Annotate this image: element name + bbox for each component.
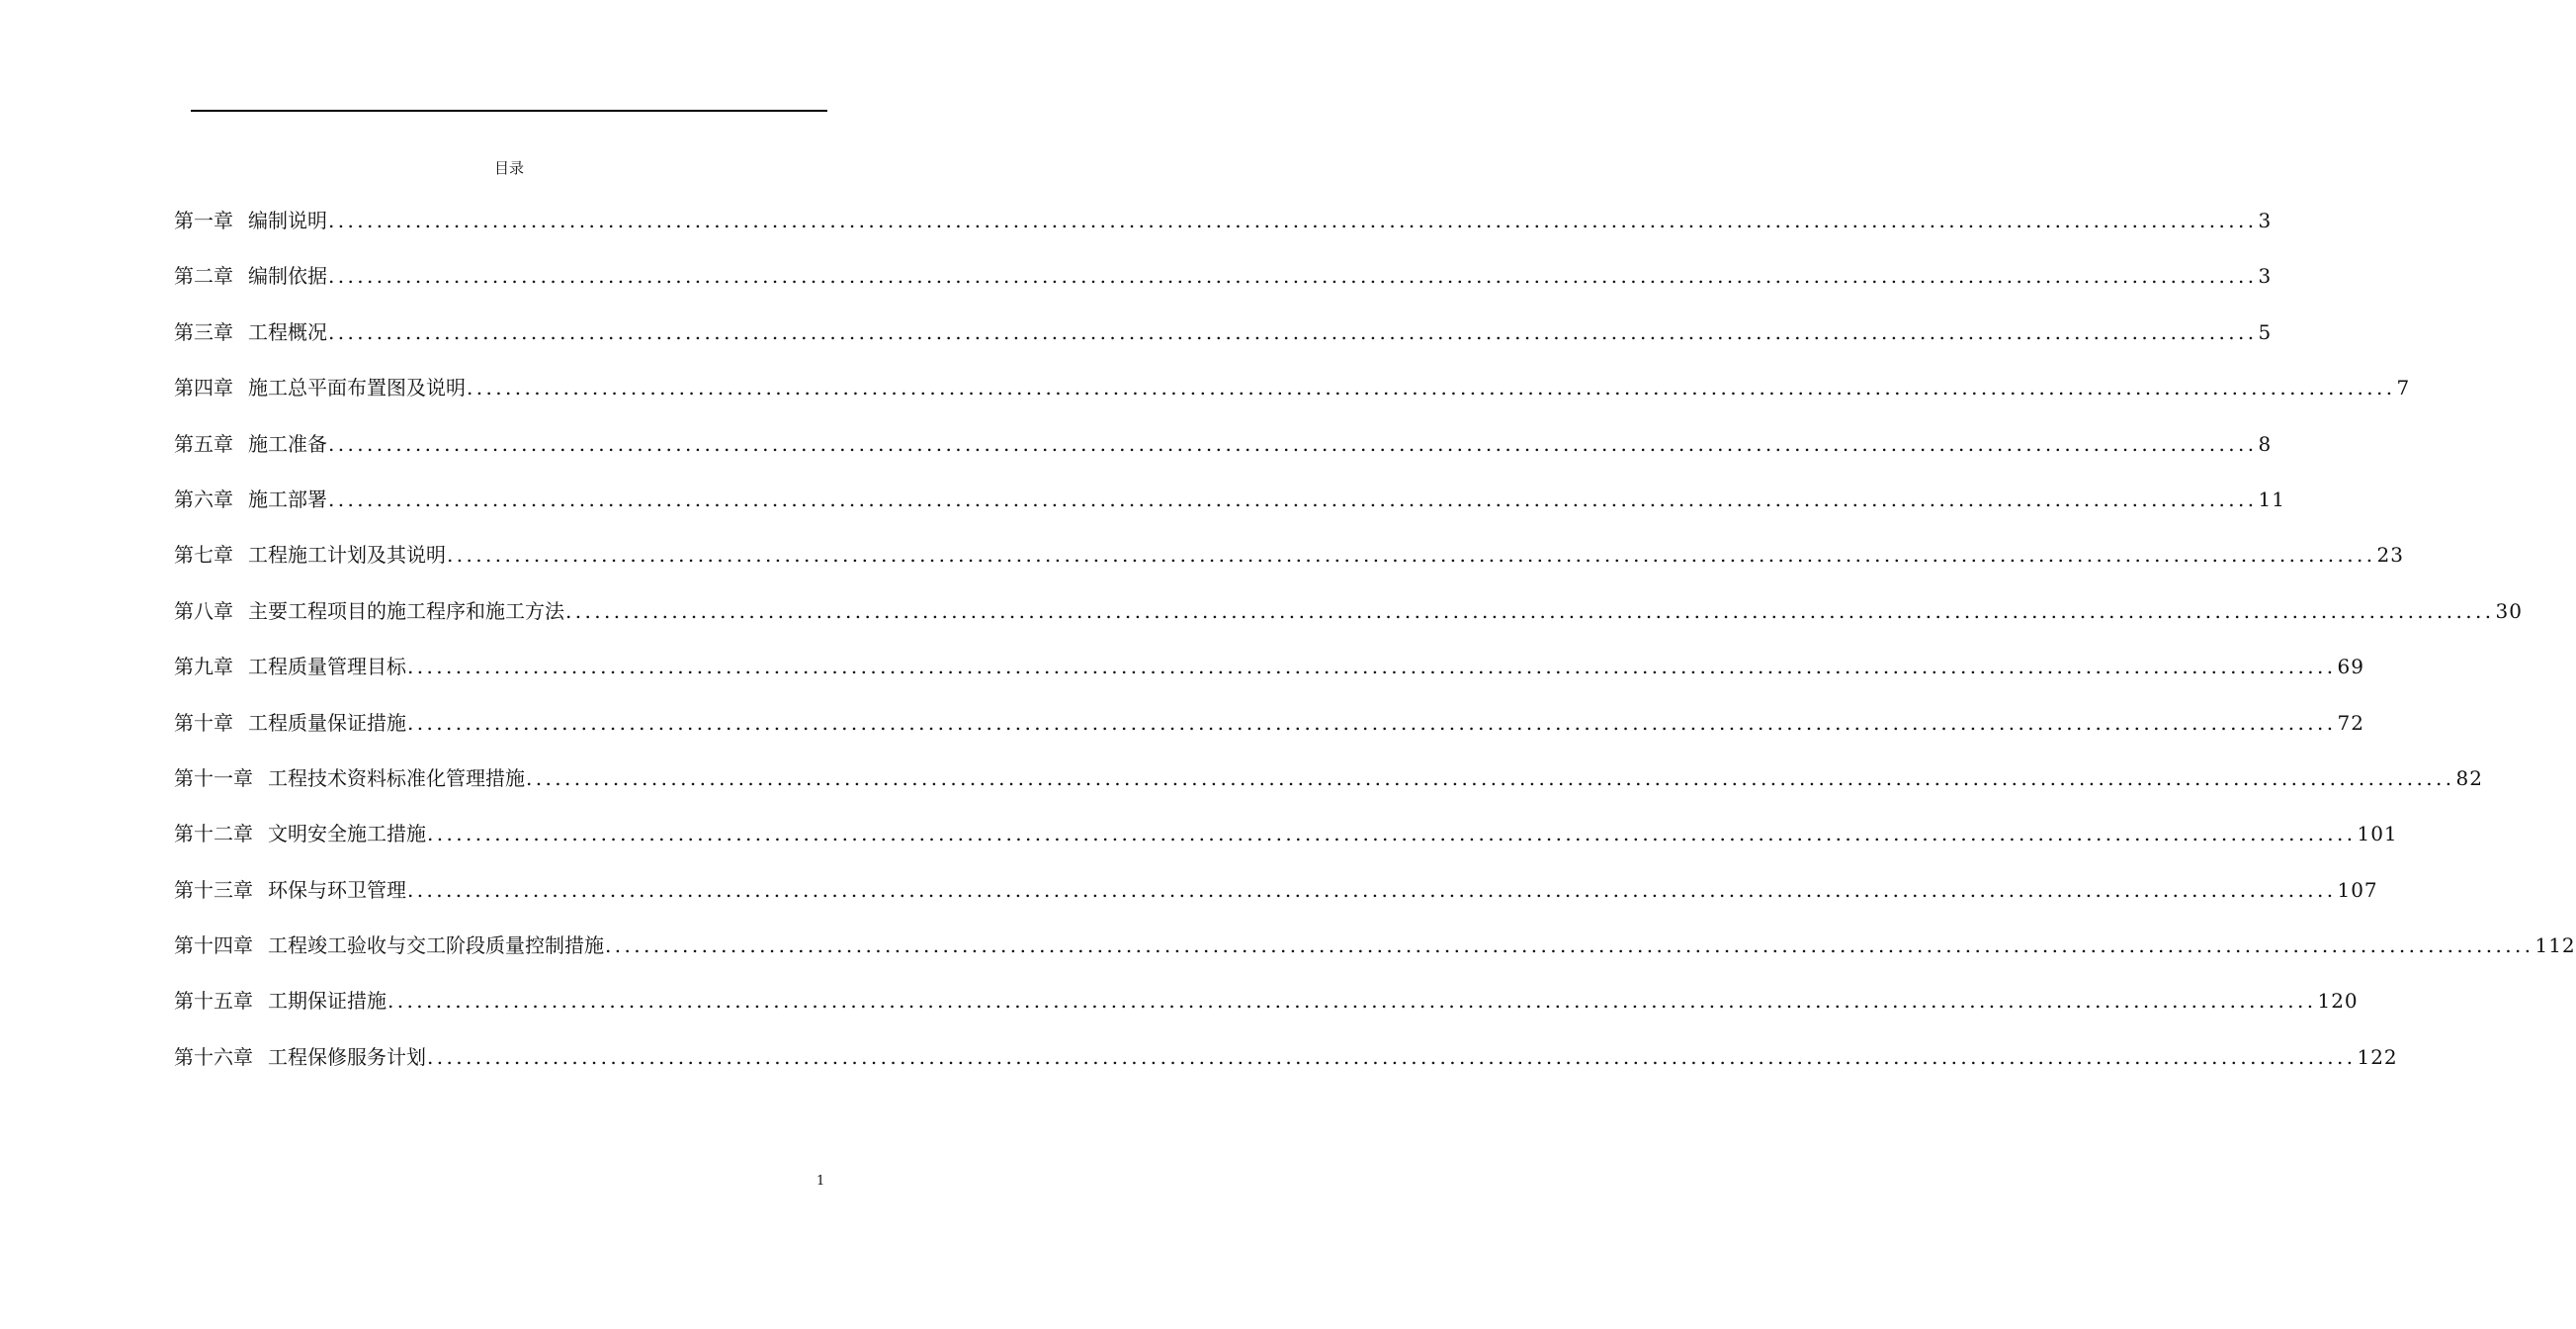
- toc-entry-title: 主要工程项目的施工程序和施工方法: [248, 598, 564, 623]
- toc-entry[interactable]: [174, 205, 2273, 260]
- toc-dot-leader: ........................................................................................................................................................................................................: [467, 376, 2396, 400]
- toc-entry-title: 工程技术资料标准化管理措施: [268, 765, 525, 790]
- toc-page-number: 101: [2357, 822, 2398, 846]
- page-number: 1: [816, 1174, 825, 1189]
- toc-entry[interactable]: [174, 818, 2398, 873]
- toc-entry[interactable]: [174, 1041, 2398, 1097]
- toc-entry[interactable]: [174, 539, 2404, 594]
- toc-chapter-label: 第十章: [174, 710, 233, 735]
- toc-entry-title: 工程施工计划及其说明: [248, 543, 446, 568]
- toc-chapter-label: 第十五章: [174, 989, 253, 1014]
- toc-dot-leader: ........................................................................................................................................................................................................: [407, 655, 2337, 679]
- toc-entry-title: 工程质量管理目标: [248, 655, 406, 679]
- header-rule: [191, 110, 827, 112]
- toc-dot-leader: ........................................................................................................................................................................................................: [427, 822, 2357, 846]
- toc-page-number: 72: [2337, 710, 2364, 735]
- toc-chapter-label: 第十二章: [174, 822, 253, 846]
- toc-dot-leader: ........................................................................................................................................................................................................: [447, 543, 2376, 568]
- toc-page-number: 23: [2376, 543, 2404, 568]
- toc-entry-title: 施工部署: [248, 487, 327, 511]
- toc-entry-title: 工程质量保证措施: [248, 710, 406, 735]
- toc-entry[interactable]: [174, 428, 2273, 484]
- toc-entry[interactable]: [174, 874, 2378, 930]
- toc-entry-title: 工期保证措施: [268, 989, 386, 1014]
- toc-dot-leader: ........................................................................................................................................................................................................: [526, 765, 2455, 790]
- toc-dot-leader: ........................................................................................................................................................................................................: [407, 710, 2337, 735]
- toc-entry[interactable]: [174, 595, 2523, 651]
- toc-chapter-label: 第九章: [174, 655, 233, 679]
- toc-entry-title: 施工总平面布置图及说明: [248, 376, 466, 400]
- toc-page-number: 122: [2357, 1044, 2398, 1069]
- toc-dot-leader: ........................................................................................................................................................................................................: [407, 877, 2337, 902]
- toc-entry-title: 编制说明: [248, 209, 327, 232]
- toc-title: 目录: [493, 159, 524, 177]
- toc-page-number: 7: [2396, 376, 2411, 400]
- toc-dot-leader: ........................................................................................................................................................................................................: [328, 431, 2258, 456]
- toc-page-number: 5: [2258, 319, 2273, 344]
- toc-dot-leader: ........................................................................................................................................................................................................: [565, 598, 2495, 623]
- toc-chapter-label: 第四章: [174, 376, 233, 400]
- toc-chapter-label: 第六章: [174, 487, 233, 511]
- toc-chapter-label: 第一章: [174, 209, 233, 232]
- toc-chapter-label: 第十六章: [174, 1044, 253, 1069]
- toc-page-number: 69: [2337, 655, 2364, 679]
- toc-page-number: 82: [2455, 765, 2483, 790]
- toc-chapter-label: 第三章: [174, 319, 233, 344]
- toc-entry[interactable]: [174, 372, 2411, 427]
- toc-dot-leader: ........................................................................................................................................................................................................: [328, 209, 2258, 232]
- toc-entry[interactable]: [174, 260, 2273, 315]
- toc-entry[interactable]: [174, 484, 2285, 539]
- toc-entry-title: 工程竣工验收与交工阶段质量控制措施: [268, 933, 604, 958]
- toc-entry-title: 文明安全施工措施: [268, 822, 426, 846]
- toc-page-number: 112: [2534, 933, 2576, 958]
- toc-chapter-label: 第十四章: [174, 933, 253, 958]
- toc-dot-leader: ........................................................................................................................................................................................................: [427, 1044, 2357, 1069]
- toc-chapter-label: 第五章: [174, 431, 233, 456]
- toc-list: [174, 205, 2576, 1097]
- toc-page-number: 107: [2337, 877, 2378, 902]
- toc-page-number: 3: [2258, 209, 2273, 232]
- toc-dot-leader: ........................................................................................................................................................................................................: [387, 989, 2317, 1014]
- toc-page-number: 120: [2317, 989, 2359, 1014]
- toc-page-number: 8: [2258, 431, 2273, 456]
- toc-chapter-label: 第十一章: [174, 765, 253, 790]
- toc-dot-leader: ........................................................................................................................................................................................................: [605, 933, 2534, 958]
- toc-dot-leader: ........................................................................................................................................................................................................: [328, 264, 2258, 289]
- toc-entry[interactable]: [174, 985, 2359, 1040]
- toc-entry[interactable]: [174, 762, 2483, 818]
- toc-chapter-label: 第十三章: [174, 877, 253, 902]
- toc-entry-title: 施工准备: [248, 431, 327, 456]
- toc-dot-leader: ........................................................................................................................................................................................................: [328, 487, 2258, 511]
- toc-entry-title: 工程保修服务计划: [268, 1044, 426, 1069]
- toc-entry[interactable]: [174, 316, 2273, 372]
- toc-chapter-label: 第七章: [174, 543, 233, 568]
- toc-chapter-label: 第二章: [174, 264, 233, 289]
- toc-entry-title: 工程概况: [248, 319, 327, 344]
- toc-entry-title: 环保与环卫管理: [268, 877, 406, 902]
- toc-entry-title: 编制依据: [248, 264, 327, 289]
- toc-entry[interactable]: [174, 651, 2364, 706]
- toc-entry[interactable]: [174, 707, 2364, 762]
- toc-page-number: 11: [2258, 487, 2285, 511]
- toc-entry[interactable]: [174, 930, 2576, 985]
- toc-page-number: 3: [2258, 264, 2273, 289]
- toc-page-number: 30: [2495, 598, 2523, 623]
- toc-dot-leader: ........................................................................................................................................................................................................: [328, 319, 2258, 344]
- toc-chapter-label: 第八章: [174, 598, 233, 623]
